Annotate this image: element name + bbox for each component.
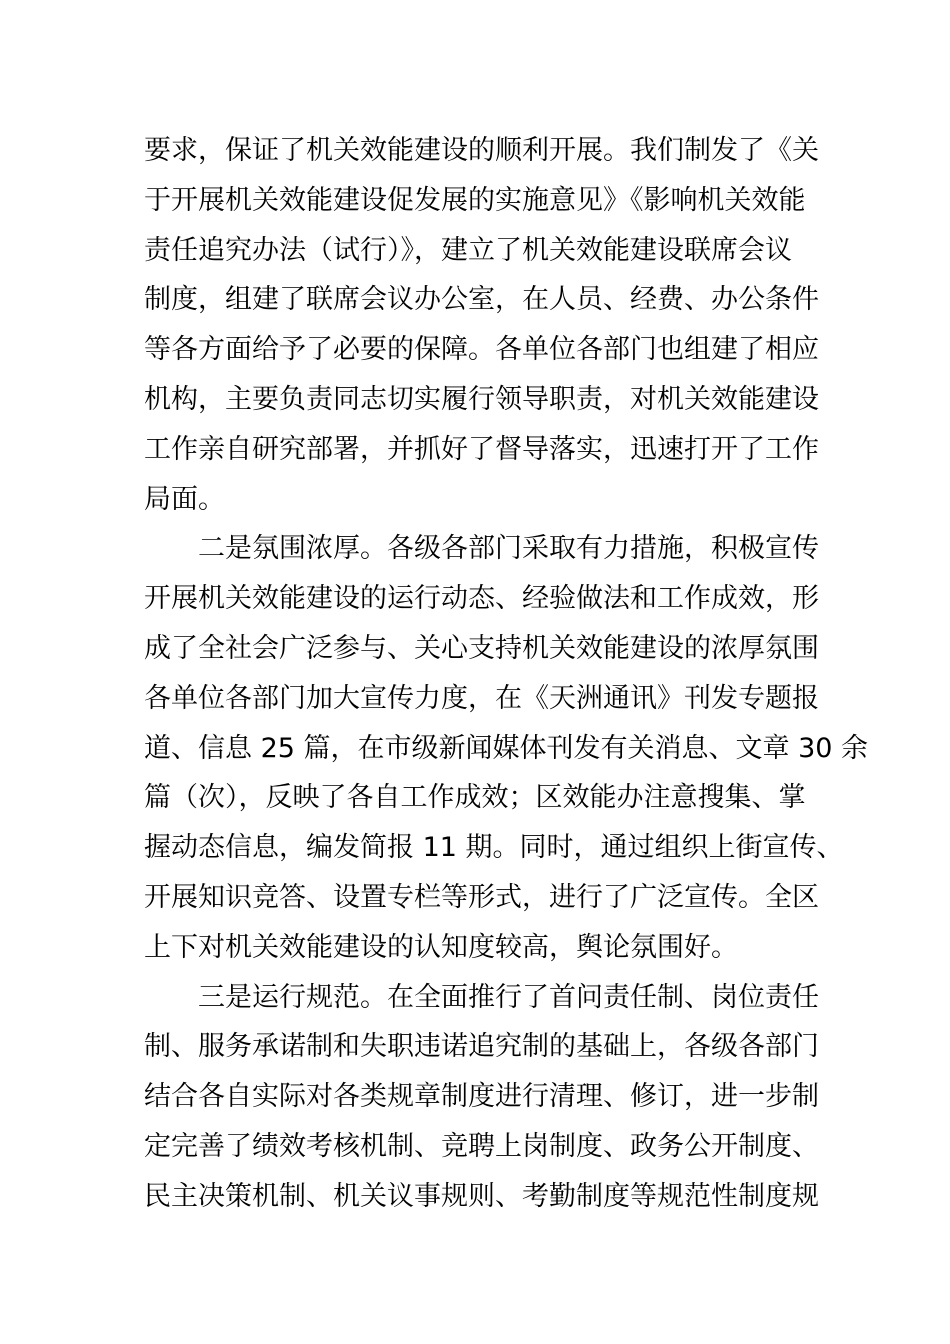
text-line: 制、服务承诺制和失职违诺追究制的基础上，各级各部门 — [144, 1031, 819, 1063]
text-line: 要求，保证了机关效能建设的顺利开展。我们制发了《关 — [144, 135, 819, 166]
text-line: 各单位各部门加大宣传力度，在《天洲通讯》刊发专题报 — [144, 682, 819, 714]
paragraph-start-line: 二是氛围浓厚。各级各部门采取有力措施，积极宣传 — [198, 533, 819, 565]
text-line: 握动态信息，编发简报 11 期。同时，通过组织上街宣传、 — [144, 832, 844, 864]
text-line: 责任追究办法（试行）》，建立了机关效能建设联席会议 — [144, 234, 792, 266]
text-line: 篇（次），反映了各自工作成效；区效能办注意搜集、掌 — [144, 782, 806, 814]
text-line: 制度，组建了联席会议办公室，在人员、经费、办公条件 — [144, 284, 819, 316]
text-line: 上下对机关效能建设的认知度较高，舆论氛围好。 — [144, 931, 738, 963]
text-line: 局面。 — [144, 483, 225, 515]
text-line: 工作亲自研究部署，并抓好了督导落实，迅速打开了工作 — [144, 433, 819, 465]
text-line: 成了全社会广泛参与、关心支持机关效能建设的浓厚氛围 — [144, 632, 819, 664]
text-line: 于开展机关效能建设促发展的实施意见》《影响机关效能 — [144, 184, 806, 216]
text-line: 等各方面给予了必要的保障。各单位各部门也组建了相应 — [144, 334, 819, 366]
text-line: 定完善了绩效考核机制、竞聘上岗制度、政务公开制度、 — [144, 1130, 819, 1162]
text-line: 机构，主要负责同志切实履行领导职责，对机关效能建设 — [144, 383, 819, 415]
text-line: 开展机关效能建设的运行动态、经验做法和工作成效，形 — [144, 583, 819, 615]
text-line: 道、信息 25 篇，在市级新闻媒体刊发有关消息、文章 30 余 — [144, 732, 869, 764]
text-line: 结合各自实际对各类规章制度进行清理、修订，进一步制 — [144, 1081, 819, 1113]
text-line: 民主决策机制、机关议事规则、考勤制度等规范性制度规 — [144, 1180, 819, 1212]
text-line: 开展知识竞答、设置专栏等形式，进行了广泛宣传。全区 — [144, 881, 819, 913]
body-text — [144, 126, 869, 1222]
paragraph-start-line: 三是运行规范。在全面推行了首问责任制、岗位责任 — [198, 981, 819, 1013]
